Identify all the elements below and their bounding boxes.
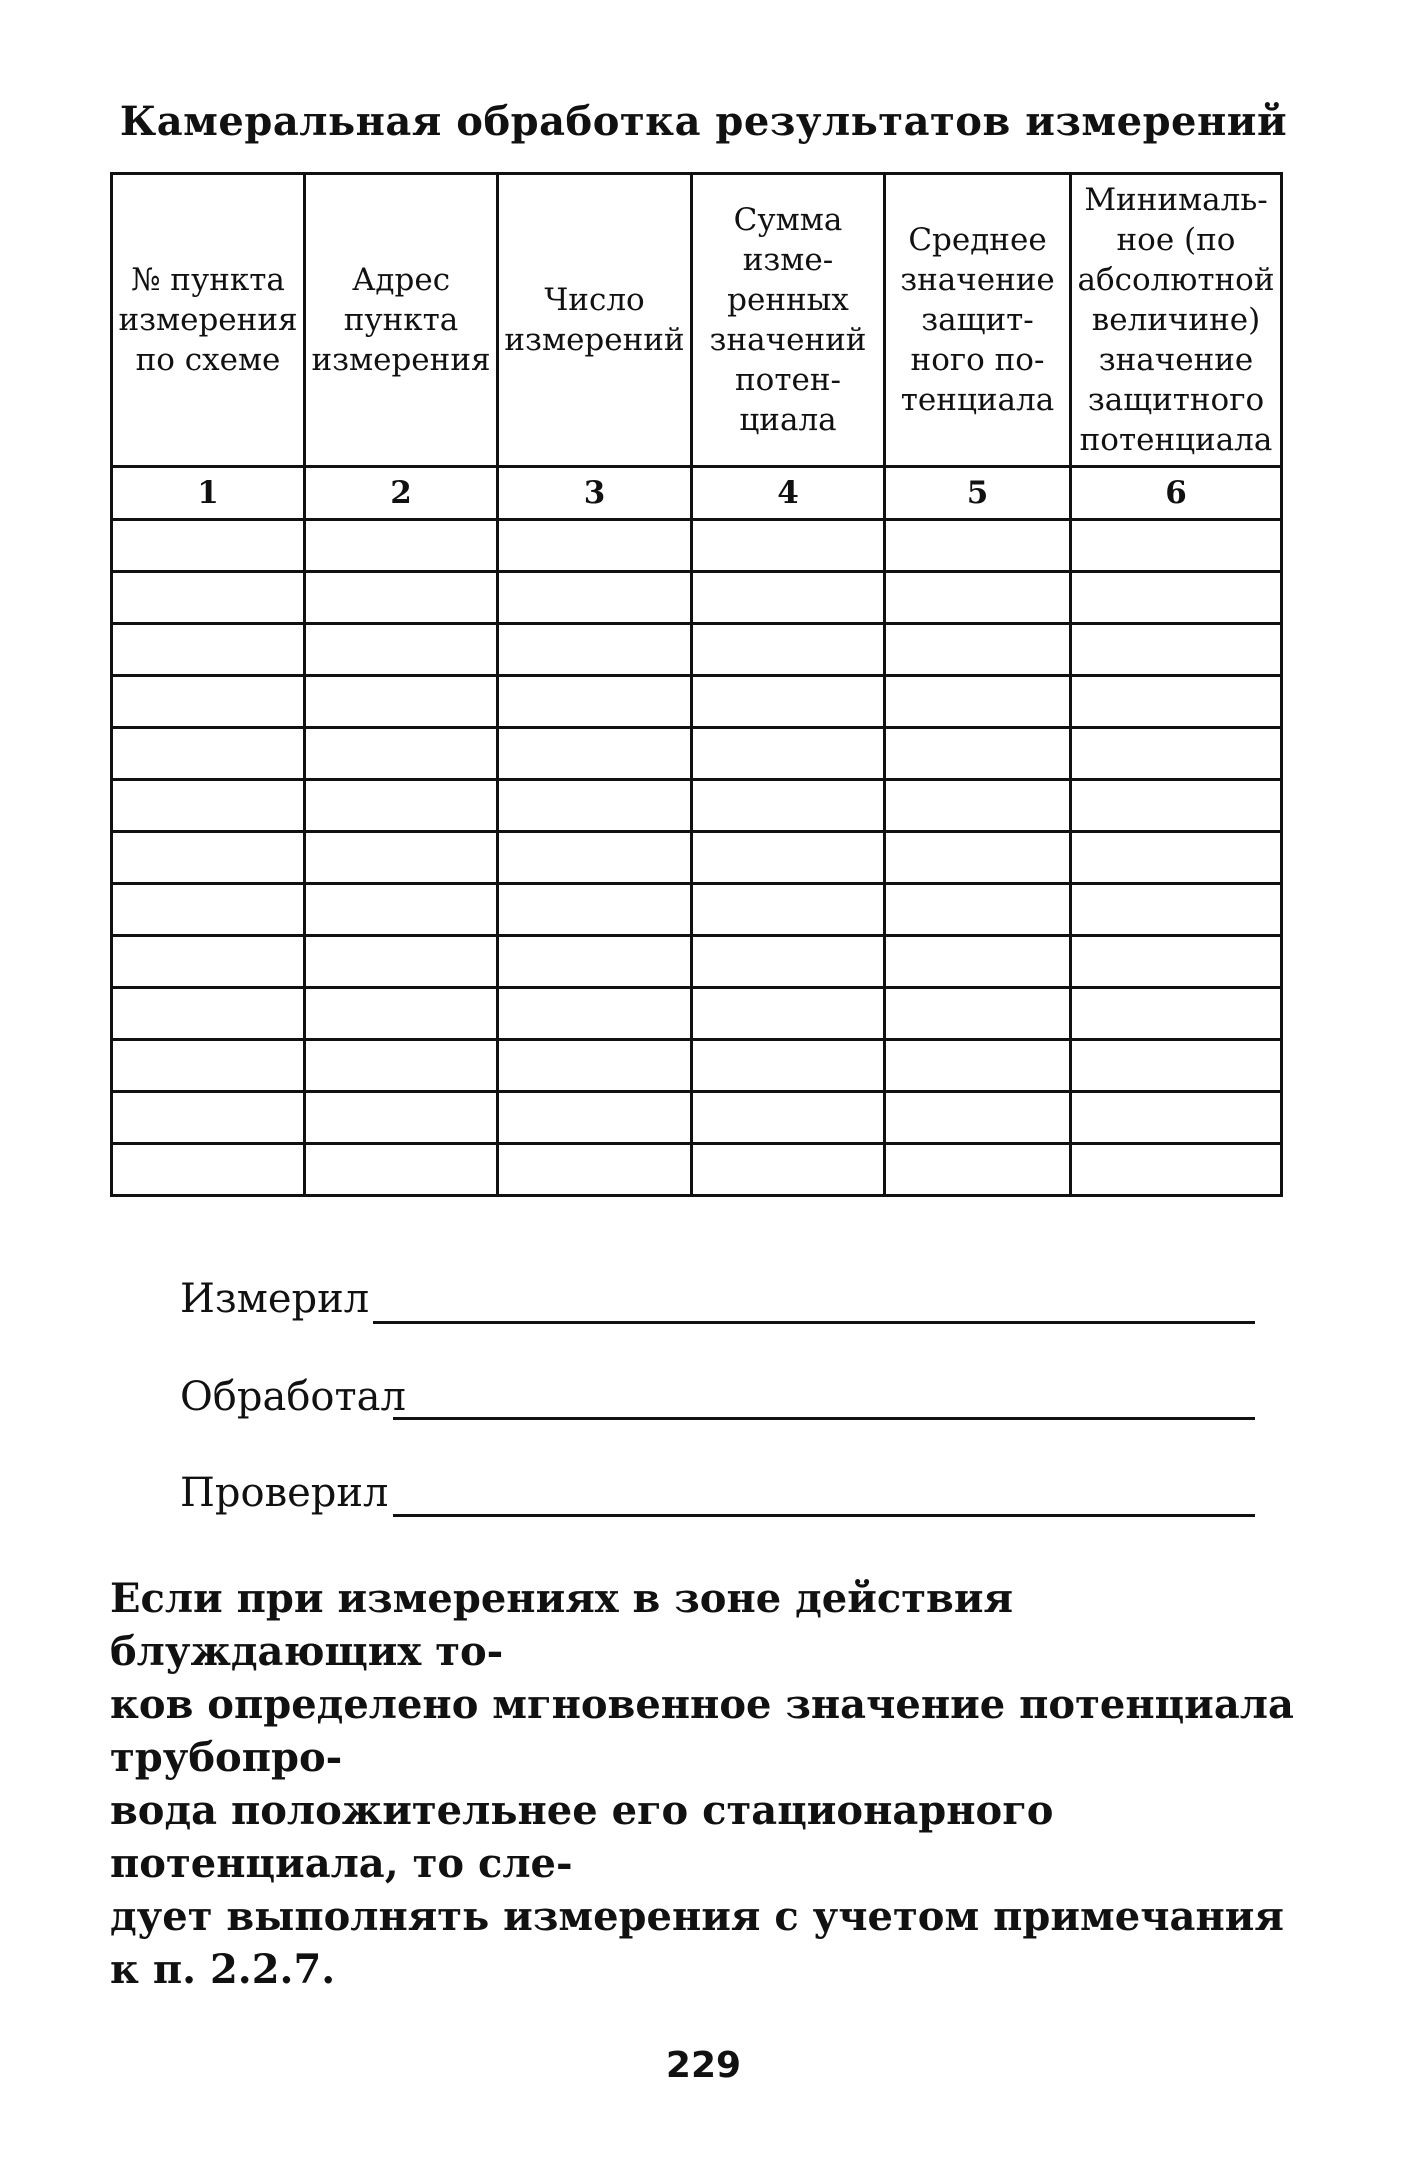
column-number: 5 [885, 467, 1071, 520]
table-cell[interactable] [498, 936, 692, 988]
table-cell[interactable] [305, 624, 498, 676]
table-cell[interactable] [692, 1092, 885, 1144]
table-cell[interactable] [1071, 988, 1282, 1040]
table-row [112, 572, 1282, 624]
column-number: 4 [692, 467, 885, 520]
table-cell[interactable] [305, 676, 498, 728]
table-cell[interactable] [498, 1040, 692, 1092]
table-cell[interactable] [692, 988, 885, 1040]
table-cell[interactable] [112, 936, 305, 988]
table-row [112, 728, 1282, 780]
table-cell[interactable] [1071, 728, 1282, 780]
table-header-row [112, 174, 1282, 467]
table-cell[interactable] [112, 728, 305, 780]
table-cell[interactable] [112, 832, 305, 884]
table-cell[interactable] [498, 1144, 692, 1196]
table-row [112, 624, 1282, 676]
table-cell[interactable] [498, 988, 692, 1040]
table-cell[interactable] [885, 884, 1071, 936]
header-point-address: Адрес пункта измерения [305, 174, 498, 467]
table-cell[interactable] [112, 884, 305, 936]
table-cell[interactable] [885, 676, 1071, 728]
table-cell[interactable] [305, 520, 498, 572]
table-cell[interactable] [305, 728, 498, 780]
signature-checked-label: Проверил [180, 1470, 389, 1516]
table-cell[interactable] [692, 780, 885, 832]
table-cell[interactable] [692, 1040, 885, 1092]
table-cell[interactable] [498, 572, 692, 624]
table-cell[interactable] [305, 936, 498, 988]
table-cell[interactable] [885, 1092, 1071, 1144]
table-cell[interactable] [692, 676, 885, 728]
table-cell[interactable] [692, 832, 885, 884]
table-cell[interactable] [1071, 1040, 1282, 1092]
table-cell[interactable] [692, 728, 885, 780]
page-number: 229 [665, 2045, 742, 2086]
header-measurement-count: Число измерений [498, 174, 692, 467]
table-cell[interactable] [305, 988, 498, 1040]
table-cell[interactable] [1071, 832, 1282, 884]
table-cell[interactable] [692, 572, 885, 624]
table-cell[interactable] [885, 1040, 1071, 1092]
table-cell[interactable] [498, 780, 692, 832]
table-cell[interactable] [112, 1040, 305, 1092]
header-point-number: № пункта измерения по схеме [112, 174, 305, 467]
table-row [112, 780, 1282, 832]
table-cell[interactable] [498, 832, 692, 884]
table-cell[interactable] [112, 780, 305, 832]
column-number: 1 [112, 467, 305, 520]
table-cell[interactable] [1071, 520, 1282, 572]
table-row [112, 988, 1282, 1040]
table-row [112, 884, 1282, 936]
table-row [112, 1092, 1282, 1144]
table-row [112, 676, 1282, 728]
signature-measured-line[interactable] [373, 1321, 1255, 1324]
table-cell[interactable] [305, 1040, 498, 1092]
column-number: 6 [1071, 467, 1282, 520]
table-cell[interactable] [498, 884, 692, 936]
measurement-table [110, 172, 1283, 1197]
table-row [112, 1144, 1282, 1196]
header-average-potential: Среднее значение защит- ного по- тенциала [885, 174, 1071, 467]
table-row [112, 832, 1282, 884]
column-number-row [112, 467, 1282, 520]
table-cell[interactable] [692, 884, 885, 936]
table-cell[interactable] [305, 884, 498, 936]
table-cell[interactable] [885, 520, 1071, 572]
signature-checked-line[interactable] [393, 1514, 1255, 1517]
table-cell[interactable] [112, 988, 305, 1040]
table-cell[interactable] [1071, 884, 1282, 936]
table-cell[interactable] [112, 1144, 305, 1196]
stray-current-note: Если при измерениях в зоне действия блуждающих то- ков определено мгновенное значение потенциала трубопро- вода положительнее его стационарного потенциала, то сле- дует выполнять измерения с учетом примечания к п. 2.2.7. [110, 1575, 1294, 1993]
table-row [112, 1040, 1282, 1092]
table-cell[interactable] [305, 1144, 498, 1196]
table-cell[interactable] [112, 676, 305, 728]
table-cell[interactable] [305, 1092, 498, 1144]
column-number: 3 [498, 467, 692, 520]
table-cell[interactable] [885, 780, 1071, 832]
table-cell[interactable] [692, 936, 885, 988]
table-cell[interactable] [1071, 936, 1282, 988]
table-cell[interactable] [885, 728, 1071, 780]
table-cell[interactable] [112, 624, 305, 676]
table-cell[interactable] [498, 676, 692, 728]
table-cell[interactable] [112, 1092, 305, 1144]
table-cell[interactable] [498, 520, 692, 572]
table-cell[interactable] [885, 572, 1071, 624]
table-cell[interactable] [112, 520, 305, 572]
signature-measured-label: Измерил [180, 1276, 370, 1322]
table-cell[interactable] [1071, 1144, 1282, 1196]
table-row [112, 520, 1282, 572]
table-cell[interactable] [692, 624, 885, 676]
table-cell[interactable] [885, 832, 1071, 884]
table-cell[interactable] [885, 1144, 1071, 1196]
table-cell[interactable] [1071, 1092, 1282, 1144]
table-cell[interactable] [1071, 624, 1282, 676]
table-cell[interactable] [885, 624, 1071, 676]
table-cell[interactable] [885, 936, 1071, 988]
table-cell[interactable] [498, 1092, 692, 1144]
page-title: Камеральная обработка результатов измерений [119, 98, 1288, 145]
table-cell[interactable] [1071, 572, 1282, 624]
table-cell[interactable] [692, 520, 885, 572]
table-cell[interactable] [305, 832, 498, 884]
table-cell[interactable] [112, 572, 305, 624]
header-potential-sum: Сумма изме- ренных значений потен- циала [692, 174, 885, 467]
table-cell[interactable] [1071, 780, 1282, 832]
signature-processed-line[interactable] [393, 1417, 1255, 1420]
header-minimum-potential: Минималь- ное (по абсолютной величине) значение защитного потенциала [1071, 174, 1282, 467]
table-cell[interactable] [305, 780, 498, 832]
column-number: 2 [305, 467, 498, 520]
table-cell[interactable] [305, 572, 498, 624]
table-row [112, 936, 1282, 988]
table-cell[interactable] [498, 728, 692, 780]
table-cell[interactable] [498, 624, 692, 676]
signature-processed-label: Обработал [180, 1374, 406, 1420]
table-cell[interactable] [885, 988, 1071, 1040]
table-cell[interactable] [692, 1144, 885, 1196]
table-cell[interactable] [1071, 676, 1282, 728]
